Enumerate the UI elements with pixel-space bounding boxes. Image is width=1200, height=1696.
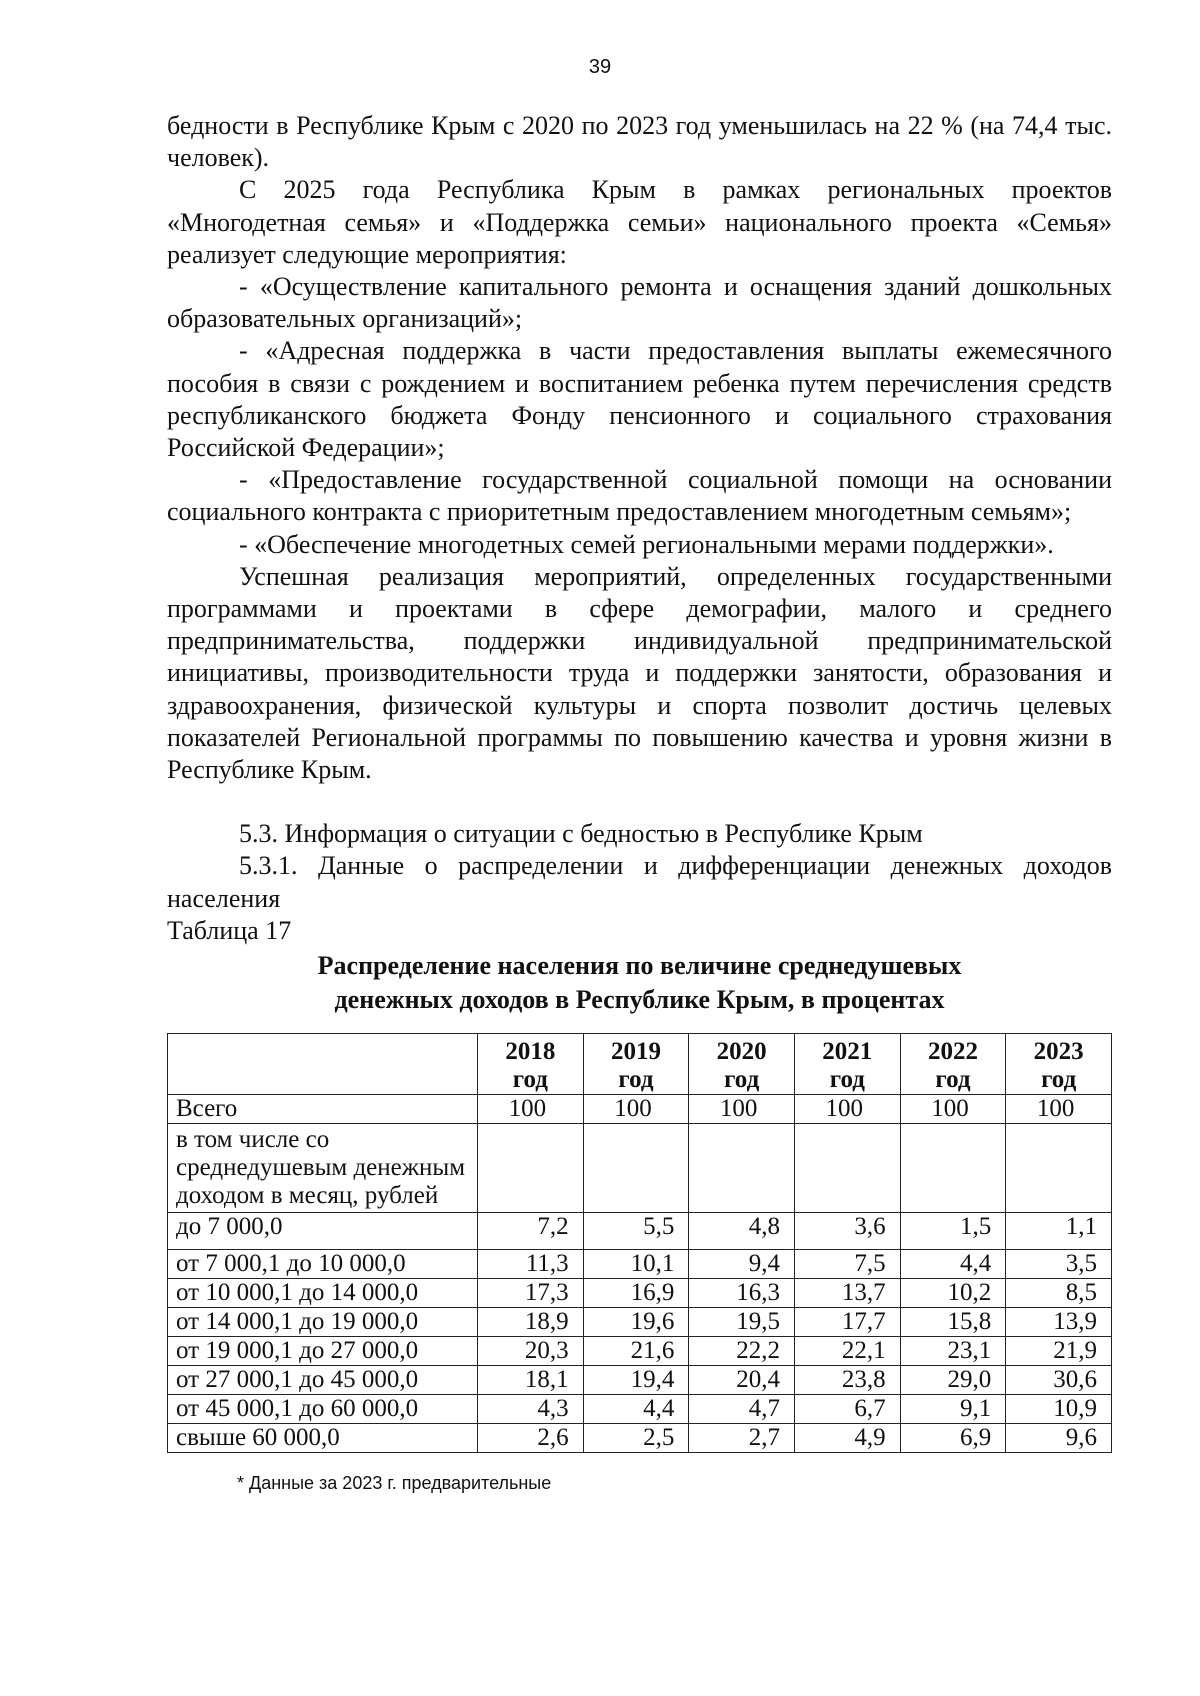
row-label: от 10 000,1 до 14 000,0 xyxy=(168,1279,478,1308)
cell-value: 6,9 xyxy=(900,1424,1006,1453)
header-year: 2023 год xyxy=(1006,1034,1112,1095)
table-row xyxy=(168,1366,1112,1395)
row-label: от 27 000,1 до 45 000,0 xyxy=(168,1366,478,1395)
cell-value: 22,2 xyxy=(689,1337,795,1366)
cell-value: 3,5 xyxy=(1006,1250,1112,1279)
cell-value: 20,3 xyxy=(478,1337,584,1366)
header-year: 2022 год xyxy=(900,1034,1006,1095)
cell-value: 30,6 xyxy=(1006,1366,1112,1395)
header-year: 2020 год xyxy=(689,1034,795,1095)
cell-value: 18,9 xyxy=(478,1308,584,1337)
spacer xyxy=(167,786,1112,818)
cell-value: 10,1 xyxy=(583,1250,689,1279)
cell-value: 5,5 xyxy=(583,1213,689,1250)
header-year: 2019 год xyxy=(583,1034,689,1095)
list-item-large-families: - «Обеспечение многодетных семей региональными мерами поддержки». xyxy=(239,529,1054,559)
table-header-row xyxy=(168,1034,1112,1095)
cell-value: 19,6 xyxy=(583,1308,689,1337)
cell-value: 11,3 xyxy=(478,1250,584,1279)
cell-value: 16,9 xyxy=(583,1279,689,1308)
cell-value: 4,4 xyxy=(583,1395,689,1424)
cell-value: 100 xyxy=(794,1095,900,1124)
table-row xyxy=(168,1337,1112,1366)
row-label: Всего xyxy=(168,1095,478,1124)
table-number: Таблица 17 xyxy=(167,915,292,945)
income-distribution-table xyxy=(167,1033,1112,1453)
section-heading: 5.3. Информация о ситуации с бедностью в Республике Крым xyxy=(239,819,923,849)
cell-value: 6,7 xyxy=(794,1395,900,1424)
table-title xyxy=(167,949,1112,1017)
table-row xyxy=(168,1279,1112,1308)
row-label: от 19 000,1 до 27 000,0 xyxy=(168,1337,478,1366)
paragraph-poverty-decrease: бедности в Республике Крым с 2020 по 2023 год уменьшилась на 22 % (на 74,4 тыс. человек). xyxy=(167,111,1112,173)
cell-value: 13,9 xyxy=(1006,1308,1112,1337)
cell-value: 100 xyxy=(478,1095,584,1124)
row-label: от 14 000,1 до 19 000,0 xyxy=(168,1308,478,1337)
table-row xyxy=(168,1250,1112,1279)
row-label: до 7 000,0 xyxy=(168,1213,478,1250)
cell-value: 3,6 xyxy=(794,1213,900,1250)
cell-value: 16,3 xyxy=(689,1279,795,1308)
cell-value: 21,6 xyxy=(583,1337,689,1366)
cell-value xyxy=(478,1124,584,1213)
document-body xyxy=(167,110,1112,1499)
cell-value: 100 xyxy=(583,1095,689,1124)
cell-value xyxy=(1006,1124,1112,1213)
cell-value xyxy=(689,1124,795,1213)
table-row xyxy=(168,1424,1112,1453)
cell-value: 9,4 xyxy=(689,1250,795,1279)
row-label: от 7 000,1 до 10 000,0 xyxy=(168,1250,478,1279)
cell-value: 19,5 xyxy=(689,1308,795,1337)
row-label: от 45 000,1 до 60 000,0 xyxy=(168,1395,478,1424)
cell-value: 4,8 xyxy=(689,1213,795,1250)
cell-value: 22,1 xyxy=(794,1337,900,1366)
cell-value: 20,4 xyxy=(689,1366,795,1395)
header-empty-cell xyxy=(168,1034,478,1095)
cell-value: 1,5 xyxy=(900,1213,1006,1250)
cell-value: 10,2 xyxy=(900,1279,1006,1308)
cell-value: 10,9 xyxy=(1006,1395,1112,1424)
cell-value: 17,7 xyxy=(794,1308,900,1337)
table-footnote: * Данные за 2023 г. предварительные xyxy=(237,1473,552,1494)
cell-value: 7,2 xyxy=(478,1213,584,1250)
table-title-line-2: денежных доходов в Республике Крым, в процентах xyxy=(334,985,945,1015)
cell-value: 23,8 xyxy=(794,1366,900,1395)
cell-value: 17,3 xyxy=(478,1279,584,1308)
row-label: в том числе со среднедушевым денежным доходом в месяц, рублей xyxy=(168,1124,478,1213)
cell-value: 23,1 xyxy=(900,1337,1006,1366)
table-row xyxy=(168,1213,1112,1250)
header-year: 2021 год xyxy=(794,1034,900,1095)
paragraph-successful-implementation: Успешная реализация мероприятий, определенных государственными программами и проектами в сфере демографии, малого и среднего предпринимательства, поддержки индивидуальной предпринимательской инициативы, производительности труда и поддержки занятости, образования и здравоохранения, физической культуры и спорта позволит достичь целевых показателей Региональной программы по повышению качества и уровня жизни в Республике Крым. xyxy=(167,561,1112,785)
cell-value: 100 xyxy=(900,1095,1006,1124)
cell-value: 1,1 xyxy=(1006,1213,1112,1250)
cell-value xyxy=(794,1124,900,1213)
page-number: 39 xyxy=(588,56,612,78)
cell-value: 9,6 xyxy=(1006,1424,1112,1453)
cell-value: 2,6 xyxy=(478,1424,584,1453)
list-item-targeted-support: - «Адресная поддержка в части предоставления выплаты ежемесячного пособия в связи с рождением и воспитанием ребенка путем перечисления средств республиканского бюджета Фонду пенсионного и социального страхования Российской Федерации»; xyxy=(167,336,1112,463)
cell-value: 15,8 xyxy=(900,1308,1006,1337)
table-row xyxy=(168,1308,1112,1337)
cell-value: 4,3 xyxy=(478,1395,584,1424)
cell-value: 13,7 xyxy=(794,1279,900,1308)
cell-value: 100 xyxy=(689,1095,795,1124)
cell-value: 21,9 xyxy=(1006,1337,1112,1366)
cell-value xyxy=(900,1124,1006,1213)
cell-value: 4,7 xyxy=(689,1395,795,1424)
paragraph-measures-intro: С 2025 года Республика Крым в рамках региональных проектов «Многодетная семья» и «Поддержка семьи» национального проекта «Семья» реализует следующие мероприятия: xyxy=(167,175,1112,269)
cell-value: 100 xyxy=(1006,1095,1112,1124)
table-row xyxy=(168,1095,1112,1124)
cell-value: 4,9 xyxy=(794,1424,900,1453)
table-row xyxy=(168,1395,1112,1424)
cell-value: 2,5 xyxy=(583,1424,689,1453)
cell-value: 9,1 xyxy=(900,1395,1006,1424)
table-title-line-1: Распределение населения по величине среднедушевых xyxy=(317,951,962,981)
subsection-heading: 5.3.1. Данные о распределении и дифференциации денежных доходов населения xyxy=(167,851,1112,913)
cell-value xyxy=(583,1124,689,1213)
list-item-capital-repair: - «Осуществление капитального ремонта и оснащения зданий дошкольных образовательных организаций»; xyxy=(167,272,1112,334)
header-year: 2018 год xyxy=(478,1034,584,1095)
cell-value: 19,4 xyxy=(583,1366,689,1395)
row-label: свыше 60 000,0 xyxy=(168,1424,478,1453)
cell-value: 2,7 xyxy=(689,1424,795,1453)
cell-value: 8,5 xyxy=(1006,1279,1112,1308)
cell-value: 7,5 xyxy=(794,1250,900,1279)
cell-value: 29,0 xyxy=(900,1366,1006,1395)
table-row xyxy=(168,1124,1112,1213)
cell-value: 18,1 xyxy=(478,1366,584,1395)
cell-value: 4,4 xyxy=(900,1250,1006,1279)
list-item-social-contract: - «Предоставление государственной социальной помощи на основании социального контракта с приоритетным предоставлением многодетным семьям»; xyxy=(167,465,1112,527)
